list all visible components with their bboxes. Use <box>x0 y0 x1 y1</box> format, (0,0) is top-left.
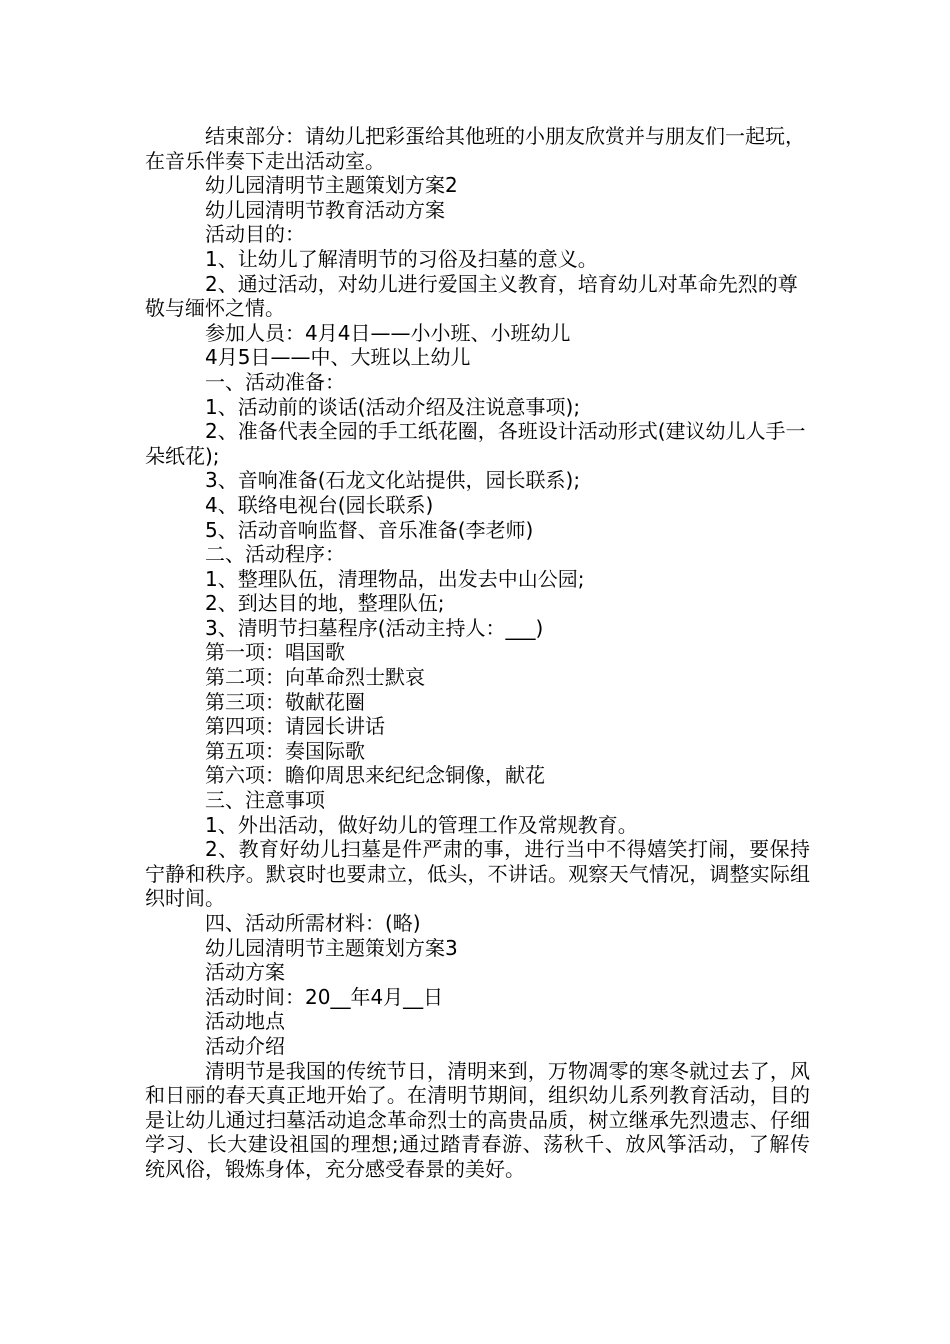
ceremony-step: 第二项：向革命烈士默哀 <box>205 665 425 690</box>
goal-item: 1、让幼儿了解清明节的习俗及扫墓的意义。 <box>205 246 598 271</box>
ceremony-step: 第三项：敬献花圈 <box>205 689 365 714</box>
plan-2-subtitle: 幼儿园清明节教育活动方案 <box>205 197 445 222</box>
preparation-item: 1、活动前的谈话(活动介绍及注说意事项); <box>205 394 581 419</box>
section-heading-procedure: 二、活动程序： <box>205 542 345 567</box>
goal-item: 2、通过活动，对幼儿进行爱国主义教育，培育幼儿对革命先烈的尊敬与缅怀之情。 <box>145 271 798 321</box>
preparation-item: 2、准备代表全园的手工纸花圈，各班设计活动形式(建议幼儿人手一朵纸花); <box>145 419 806 468</box>
ceremony-step: 第五项：奏国际歌 <box>205 738 365 763</box>
activity-time: 活动时间：20__年4月__日 <box>205 984 444 1009</box>
section-heading-materials: 四、活动所需材料：(略) <box>205 911 421 935</box>
preparation-item: 3、音响准备(石龙文化站提供，园长联系); <box>205 468 581 493</box>
plan-2-title: 幼儿园清明节主题策划方案2 <box>205 173 458 198</box>
participants-line: 4月5日——中、大班以上幼儿 <box>205 345 471 370</box>
plan-3-subtitle: 活动方案 <box>205 960 285 985</box>
ceremony-step: 第四项：请园长讲话 <box>205 714 385 739</box>
document-page <box>145 124 810 1182</box>
section-heading-notes: 三、注意事项 <box>205 788 325 813</box>
preparation-item: 4、联络电视台(园长联系) <box>205 492 434 517</box>
procedure-item: 3、清明节扫墓程序(活动主持人：___) <box>205 615 544 640</box>
ceremony-step: 第一项：唱国歌 <box>205 640 345 665</box>
participants-line: 参加人员：4月4日——小小班、小班幼儿 <box>205 320 571 345</box>
goals-heading: 活动目的： <box>205 222 305 247</box>
procedure-item: 2、到达目的地，整理队伍; <box>205 591 445 616</box>
ceremony-step: 第六项：瞻仰周思来纪纪念铜像，献花 <box>205 763 545 788</box>
activity-location: 活动地点 <box>205 1009 285 1034</box>
plan-3-title: 幼儿园清明节主题策划方案3 <box>205 935 458 960</box>
section-heading-preparation: 一、活动准备： <box>205 369 345 394</box>
activity-intro-heading: 活动介绍 <box>205 1033 285 1058</box>
notes-item: 1、外出活动，做好幼儿的管理工作及常规教育。 <box>205 812 638 837</box>
preparation-item: 5、活动音响监督、音乐准备(李老师) <box>205 517 534 542</box>
activity-intro-body: 清明节是我国的传统节日，清明来到，万物凋零的寒冬就过去了，风和日丽的春天真正地开始了。在清明节期间，组织幼儿系列教育活动，目的是让幼儿通过扫墓活动追念革命烈士的高贵品质，树立继承先烈遗志、仔细学习、长大建设祖国的理想;通过踏青春游、荡秋千、放风筝活动，了解传统风俗，锻炼身体，充分感受春景的美好。 <box>145 1058 810 1181</box>
paragraph-closing: 结束部分：请幼儿把彩蛋给其他班的小朋友欣赏并与朋友们一起玩，在音乐伴奏下走出活动室。 <box>145 124 805 173</box>
procedure-item: 1、整理队伍，清理物品，出发去中山公园; <box>205 566 585 591</box>
notes-item: 2、教育好幼儿扫墓是件严肃的事，进行当中不得嬉笑打闹，要保持宁静和秩序。默哀时也要肃立，低头，不讲话。观察天气情况，调整实际组织时间。 <box>145 837 810 911</box>
